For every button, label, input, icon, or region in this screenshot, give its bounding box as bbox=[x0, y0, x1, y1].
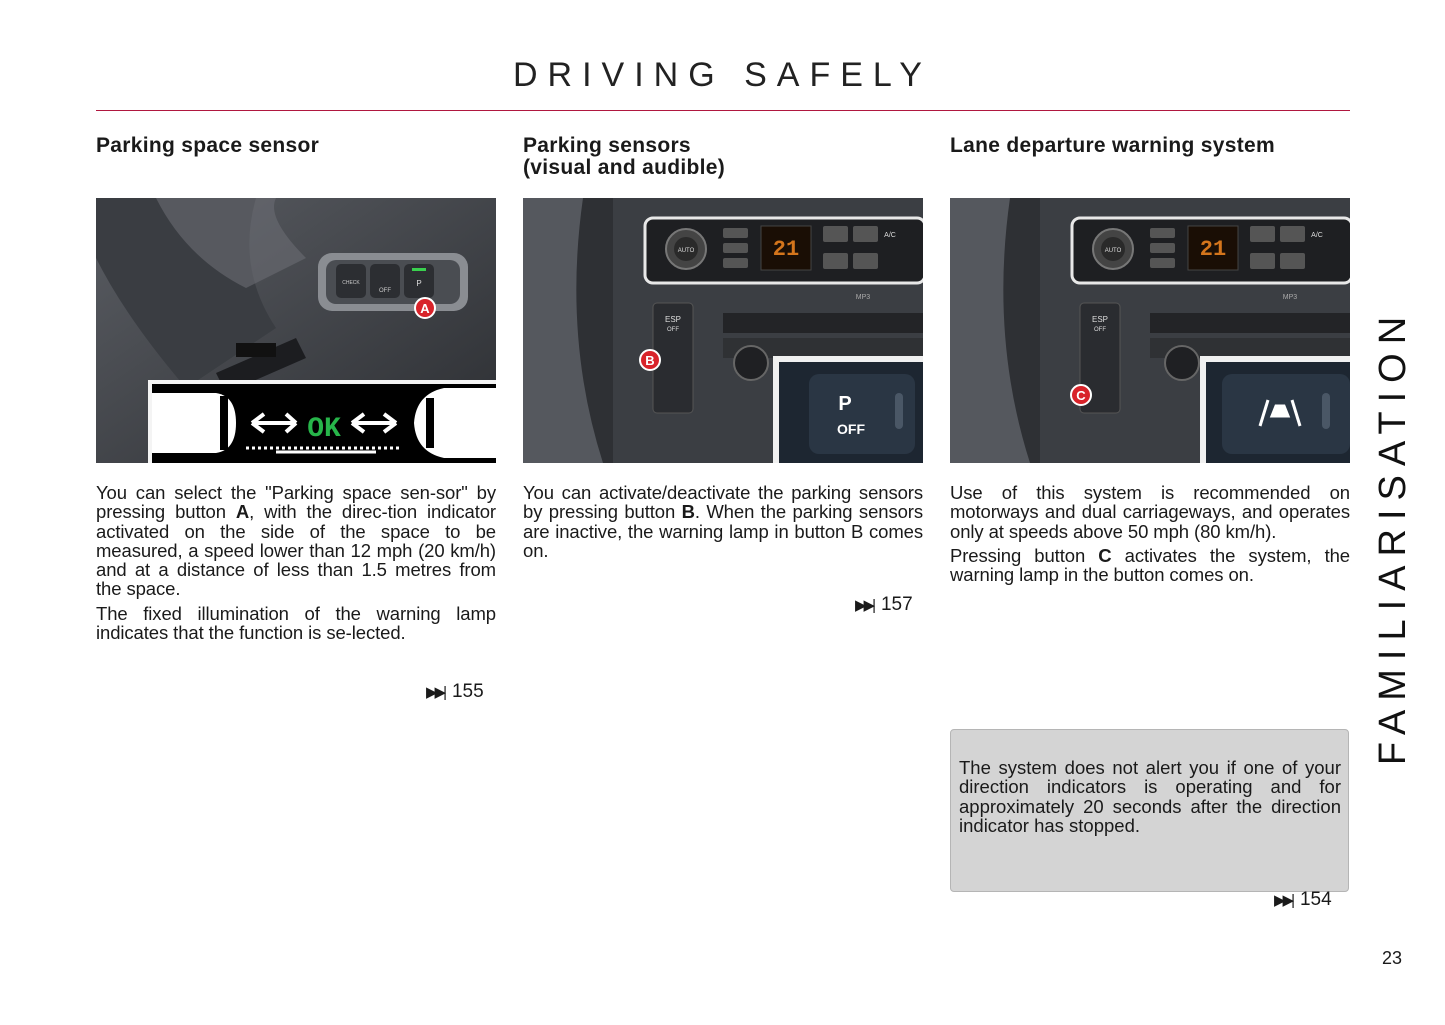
section-body bbox=[96, 483, 496, 647]
parking-sensor-symbol: P bbox=[838, 393, 852, 415]
paragraph bbox=[96, 604, 496, 643]
label-esp: ESP bbox=[1091, 315, 1109, 324]
section-heading bbox=[96, 132, 496, 179]
label-ac: A/C bbox=[884, 232, 896, 239]
chapter-tab-label: FAMILIARISATION bbox=[1372, 307, 1415, 765]
paragraph-text: activates the system, the warning lamp in the button comes on. bbox=[950, 544, 1350, 586]
section-heading bbox=[950, 132, 1350, 179]
section-heading-line1: Parking sensors bbox=[523, 134, 691, 157]
section-heading bbox=[523, 132, 923, 179]
button-ref: C bbox=[1098, 544, 1112, 566]
page-reference-number: 154 bbox=[1299, 889, 1332, 910]
photo-parking-sensors bbox=[523, 198, 923, 463]
paragraph-text: . When the parking sensors are inactive, the warning lamp in button B comes on. bbox=[523, 501, 924, 561]
label-auto: AUTO bbox=[1104, 248, 1122, 254]
button-label-check: CHECK bbox=[342, 280, 360, 286]
section-parking-sensors bbox=[523, 132, 924, 615]
skip-to-end-icon: ▶▶| bbox=[1274, 892, 1292, 909]
section-heading-line1: Parking space sensor bbox=[96, 134, 320, 157]
page-reference[interactable] bbox=[426, 681, 484, 703]
page-reference[interactable] bbox=[1274, 889, 1332, 911]
photo-parking-space-sensor bbox=[96, 198, 496, 463]
display-temperature: 21 bbox=[1199, 237, 1227, 262]
label-off: OFF bbox=[1094, 327, 1106, 333]
display-temperature: 21 bbox=[772, 237, 800, 262]
page-reference[interactable] bbox=[855, 594, 913, 616]
label-esp: ESP bbox=[664, 315, 682, 324]
button-label-p: P bbox=[416, 279, 422, 288]
chapter-tab bbox=[1374, 296, 1414, 776]
button-label-off: OFF bbox=[379, 288, 391, 294]
label-off: OFF bbox=[667, 327, 679, 333]
paragraph bbox=[96, 483, 496, 599]
page-reference-number: 155 bbox=[451, 681, 484, 702]
callout-a: A bbox=[420, 301, 430, 316]
section-heading-line2: (visual and audible) bbox=[523, 156, 726, 179]
page-reference-number: 157 bbox=[880, 594, 913, 615]
callout-c: C bbox=[1076, 388, 1086, 403]
paragraph-text: , with the direc-tion indicator activated on the side of the space to be measured, a speed lower than 12 mph (20 km/h) and at a distance of less than 1.5 metres from the space. bbox=[96, 501, 496, 600]
skip-to-end-icon: ▶▶| bbox=[855, 597, 873, 614]
button-ref: A bbox=[235, 501, 250, 523]
label-auto: AUTO bbox=[677, 248, 695, 254]
paragraph-text: Use of this system is recommended on motorways and dual carriageways, and operates only at speeds above 50 mph (80 km/h). bbox=[950, 482, 1350, 542]
section-body bbox=[523, 483, 923, 565]
section-lane-departure bbox=[950, 132, 1350, 586]
display-ok: OK bbox=[307, 414, 341, 445]
label-mp3: MP3 bbox=[855, 294, 871, 301]
section-parking-space-sensor bbox=[96, 132, 496, 702]
button-ref: B bbox=[681, 501, 695, 523]
section-body bbox=[950, 483, 1350, 589]
paragraph-text: The fixed illumination of the warning lamp indicates that the function is se-lected. bbox=[96, 602, 496, 644]
label-ac: A/C bbox=[1311, 232, 1323, 239]
photo-lane-departure bbox=[950, 198, 1350, 463]
paragraph bbox=[950, 483, 1350, 541]
paragraph-text: Pressing button bbox=[950, 544, 1099, 566]
paragraph-text: You can activate/deactivate the parking sensors by pressing button bbox=[523, 482, 923, 523]
paragraph bbox=[523, 483, 923, 560]
callout-b: B bbox=[645, 353, 655, 368]
paragraph bbox=[950, 546, 1350, 585]
page-number: 23 bbox=[1382, 948, 1403, 968]
header-rule bbox=[96, 110, 1350, 111]
skip-to-end-icon: ▶▶| bbox=[426, 684, 444, 701]
inset-off: OFF bbox=[837, 421, 865, 437]
section-heading-line1: Lane departure warning system bbox=[950, 134, 1275, 157]
label-mp3: MP3 bbox=[1282, 294, 1298, 301]
paragraph-text: You can select the "Parking space sen-sor" by pressing button bbox=[96, 482, 496, 523]
info-note: The system does not alert you if one of your direction indicators is operating and for approximately 20 seconds after the direction indicator has stopped. bbox=[950, 729, 1349, 892]
page-title: DRIVING SAFELY bbox=[513, 56, 932, 94]
